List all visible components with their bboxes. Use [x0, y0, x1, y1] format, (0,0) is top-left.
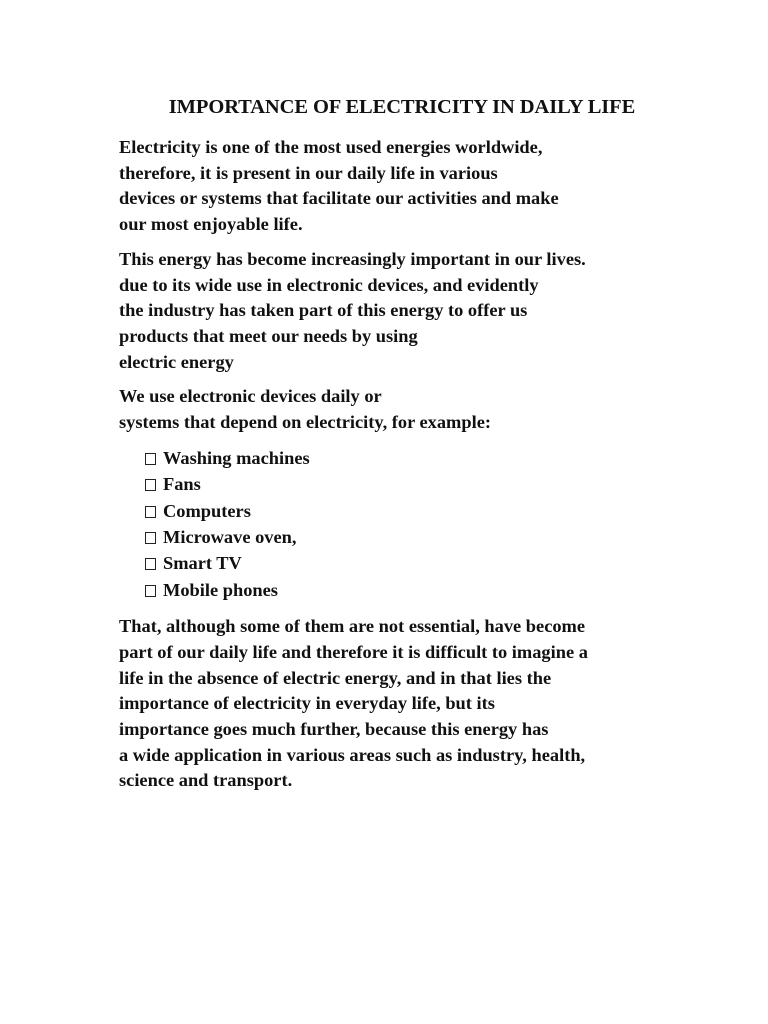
- checkbox-bullet-icon: [145, 453, 156, 465]
- document-title: IMPORTANCE OF ELECTRICITY IN DAILY LIFE: [168, 96, 636, 118]
- text-line: therefore, it is present in our daily life in various: [119, 162, 498, 183]
- text-line: the industry has taken part of this energy to offer us: [119, 300, 528, 321]
- text-line: life in the absence of electric energy, and in that lies the: [119, 667, 552, 688]
- checkbox-bullet-icon: [145, 585, 156, 597]
- text-line: This energy has become increasingly important in our lives.: [119, 248, 586, 269]
- list-item-label: Microwave oven,: [163, 526, 297, 547]
- text-line: That, although some of them are not essential, have become: [119, 616, 586, 637]
- document-body: [119, 135, 679, 803]
- text-line: We use electronic devices daily or: [119, 386, 382, 407]
- text-line: systems that depend on electricity, for example:: [119, 412, 492, 433]
- list-item: [145, 550, 679, 576]
- list-item: [145, 471, 679, 497]
- text-line: a wide application in various areas such as industry, health,: [119, 744, 586, 765]
- text-line: importance goes much further, because this energy has: [119, 718, 549, 739]
- text-line: due to its wide use in electronic devices, and evidently: [119, 274, 539, 295]
- checkbox-bullet-icon: [145, 558, 156, 570]
- paragraph-examples-intro: [119, 384, 679, 435]
- text-line: part of our daily life and therefore it is difficult to imagine a: [119, 641, 588, 662]
- list-item-label: Smart TV: [163, 553, 242, 574]
- checkbox-bullet-icon: [145, 532, 156, 544]
- list-item: [145, 445, 679, 471]
- list-item-label: Washing machines: [163, 447, 310, 468]
- paragraph-importance: [119, 247, 679, 376]
- checkbox-bullet-icon: [145, 506, 156, 518]
- list-item-label: Mobile phones: [163, 579, 278, 600]
- text-line: our most enjoyable life.: [119, 214, 303, 235]
- text-line: importance of electricity in everyday life, but its: [119, 693, 495, 714]
- list-item: [145, 577, 679, 603]
- text-line: Electricity is one of the most used energies worldwide,: [119, 137, 543, 157]
- text-line: products that meet our needs by using: [119, 325, 418, 346]
- list-item: [145, 524, 679, 550]
- checkbox-bullet-icon: [145, 479, 156, 491]
- device-list: [145, 445, 679, 603]
- list-item-label: Computers: [163, 500, 251, 521]
- text-line: science and transport.: [119, 770, 293, 791]
- list-item: [145, 498, 679, 524]
- paragraph-intro: [119, 135, 679, 238]
- paragraph-closing: [119, 614, 679, 794]
- text-line: devices or systems that facilitate our activities and make: [119, 188, 559, 209]
- text-line: electric energy: [119, 351, 234, 372]
- list-item-label: Fans: [163, 474, 201, 495]
